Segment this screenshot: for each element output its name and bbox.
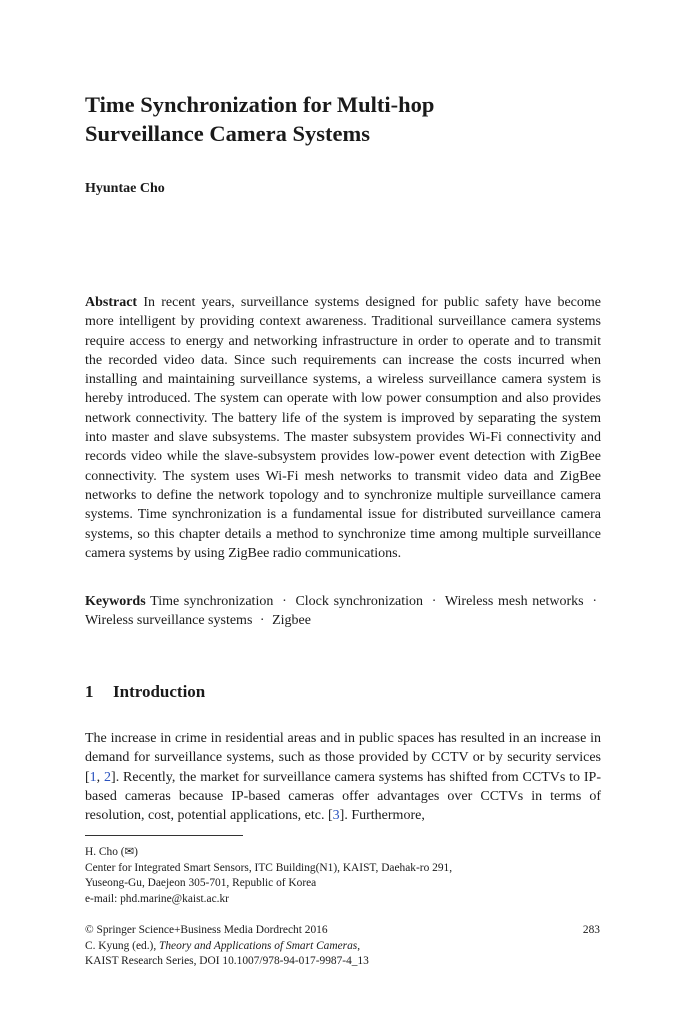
keyword-item: Wireless surveillance systems	[85, 613, 253, 629]
intro-text-a: The increase in crime in residential areas and in public spaces has resulted in an increase in demand for surveillance systems, such as those provided by CCTV or by security services [	[85, 731, 601, 785]
keyword-item: Clock synchronization	[295, 594, 424, 609]
page-number: 283	[582, 924, 600, 936]
section-heading-introduction	[85, 682, 205, 702]
keyword-separator: ·	[431, 594, 437, 609]
citation-1[interactable]: 1	[89, 769, 97, 785]
abstract-label: Abstract	[85, 295, 138, 310]
footnote-affiliation-2: Yuseong-Gu, Daejeon 305-701, Republic of Korea	[85, 877, 317, 889]
book-citation-line	[85, 939, 605, 955]
copyright-line: © Springer Science+Business Media Dordrecht 2016	[85, 924, 328, 936]
editor-text: C. Kyung (ed.),	[85, 939, 160, 952]
author-name: Hyuntae Cho	[85, 181, 165, 196]
footnote-email: e-mail: phd.marine@kaist.ac.kr	[85, 892, 229, 905]
series-doi-line: KAIST Research Series, DOI 10.1007/978-94-017-9987-4_13	[85, 955, 369, 967]
paper-title	[85, 90, 605, 148]
intro-text-b: ]. Recently, the market for surveillance camera systems has shifted from CCTVs to IP-based cameras because IP-based cameras offer advantages over CCTVs in terms of resolution, cost, potential applications, etc. [	[85, 769, 601, 824]
citation-2[interactable]: 2	[104, 769, 112, 785]
footnote-author: H. Cho (✉)	[85, 846, 138, 858]
publication-info	[85, 923, 605, 970]
section-number: 1	[85, 682, 94, 701]
footnote-divider	[85, 835, 243, 836]
keyword-item: Zigbee	[272, 613, 311, 629]
book-title-suffix: ,	[357, 939, 361, 952]
abstract	[85, 293, 601, 563]
keywords-label: Keywords	[85, 594, 146, 609]
abstract-text: In recent years, surveillance systems designed for public safety have become more intelligent by providing context awareness. Traditional surveillance camera systems require access to energy and networking infrastructure in order to operate and to transmit the recorded video data. Since such requirements can increase the costs incurred when installing and maintaining surveillance systems, a wireless surveillance camera system is hereby introduced. The system can operate with low power consumption and also provides network connectivity. The battery life of the system is improved by separating the system into master and slave subsystems. The master subsystem provides Wi-Fi connectivity and records video while the slave-subsystem provides low-power event detection with ZigBee connectivity. The system uses Wi-Fi mesh networks to transmit video data and ZigBee networks to define the network topology and to synchronize multiple surveillance camera systems. Time synchronization is a fundamental issue for distributed surveillance camera systems, so this chapter details a method to synchronize time among multiple surveillance camera systems by using ZigBee radio communications.	[85, 295, 601, 561]
introduction-paragraph	[85, 729, 601, 825]
title-line-1: Time Synchronization for Multi-hop	[85, 92, 435, 117]
keyword-item: Time synchronization	[150, 594, 274, 609]
keyword-separator: ·	[282, 594, 287, 609]
keyword-separator: ·	[259, 613, 265, 629]
citation-separator: ,	[96, 769, 105, 785]
keywords	[85, 592, 601, 631]
title-line-2: Surveillance Camera Systems	[85, 121, 370, 146]
keyword-separator: ·	[592, 594, 598, 609]
keyword-item: Wireless mesh networks	[444, 594, 584, 609]
citation-3[interactable]: 3	[332, 808, 340, 824]
author-footnote	[85, 845, 605, 907]
section-title: Introduction	[113, 682, 206, 701]
book-title: Theory and Applications of Smart Cameras	[159, 939, 358, 952]
intro-text-c: ]. Furthermore,	[339, 808, 425, 824]
footnote-affiliation-1: Center for Integrated Smart Sensors, ITC Building(N1), KAIST, Daehak-ro 291,	[85, 861, 453, 874]
